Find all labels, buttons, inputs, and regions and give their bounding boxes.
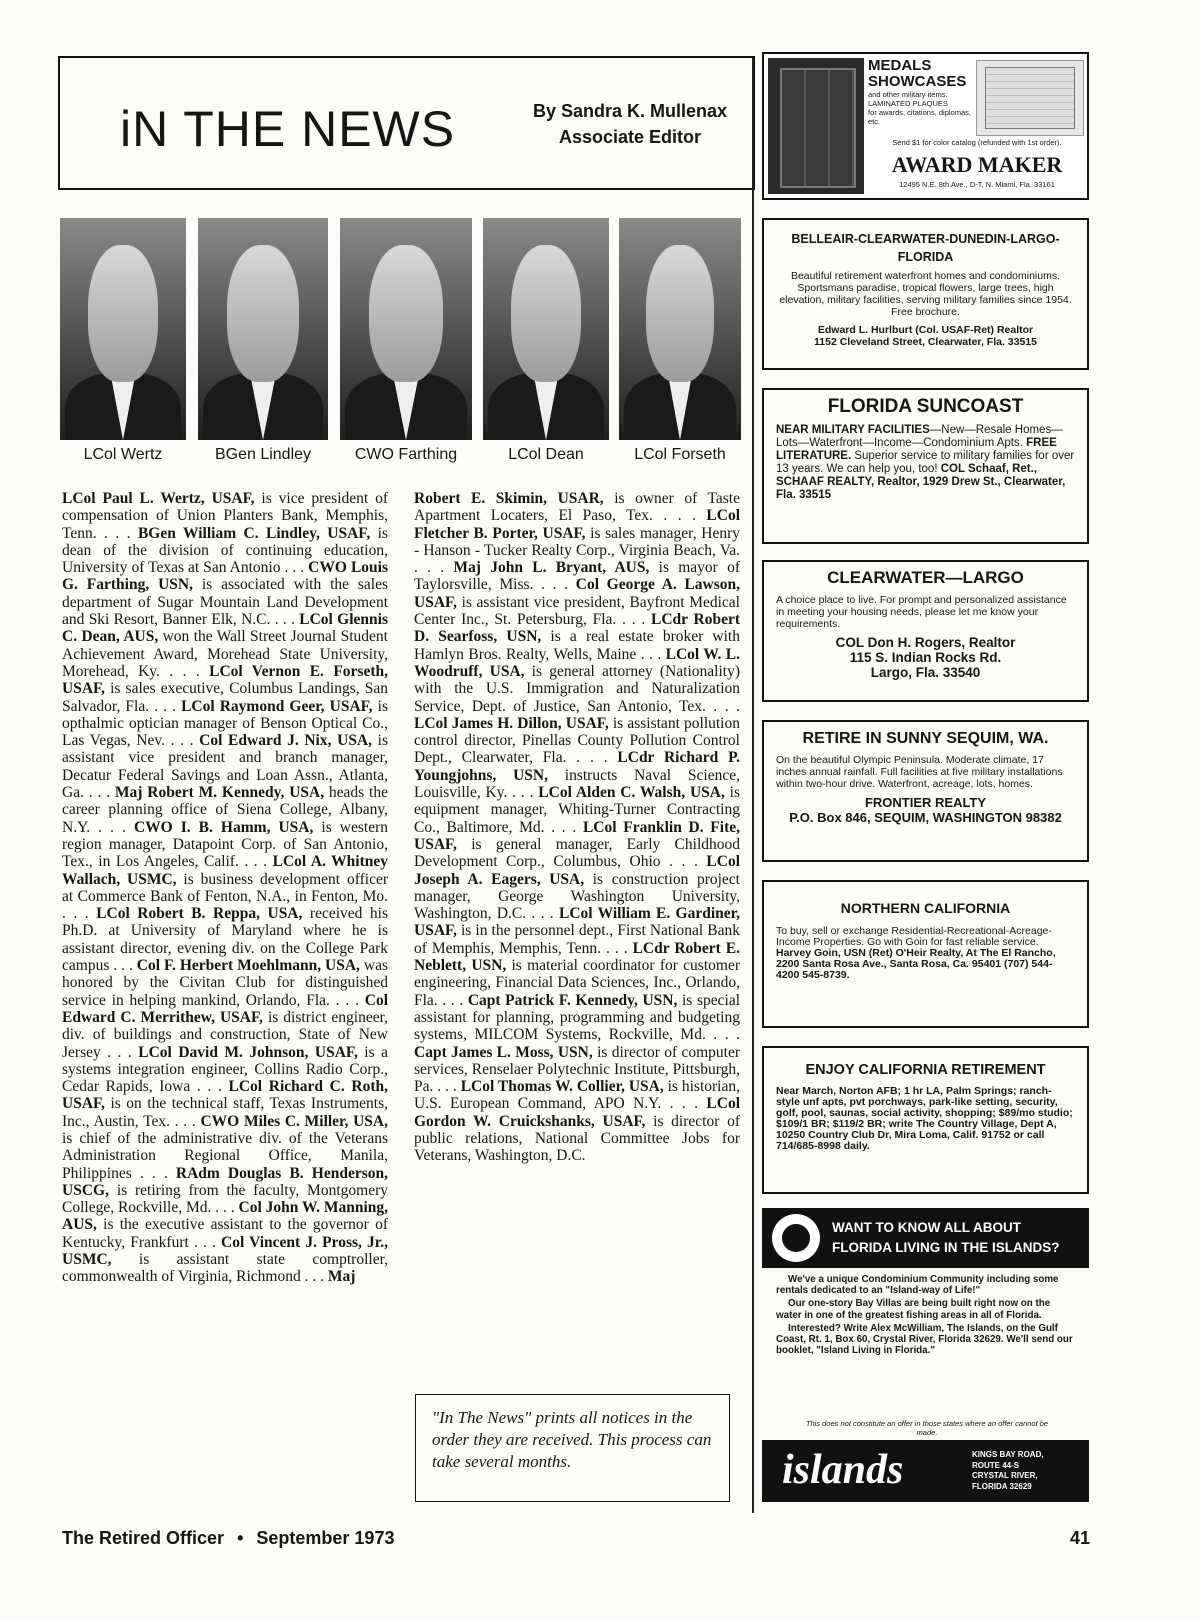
article-column-2	[414, 490, 740, 1165]
news-item-text: is business development officer at Commerce Bank of Fenton, N.A., in Fenton, Mo. . . .	[62, 870, 388, 923]
byline-title: Associate Editor	[558, 127, 702, 147]
news-item-name: Col F. Herbert Moehlmann, USA,	[136, 957, 360, 975]
photo-caption: LCol Wertz	[83, 446, 163, 463]
ad-sequim-body: On the beautiful Olympic Peninsula. Moderate climate, 17 inches annual rainfall. Full facilities at five military installations within two-hour drive. Waterfront, acreage, lots, homes.	[776, 754, 1063, 790]
news-item-name: LCdr Robert D. Searfoss, USN,	[414, 611, 740, 646]
ad-norcal-contact: Harvey Goin, USN (Ret) O'Heir Realty, At The El Rancho, 2200 Santa Rosa Ave., Santa Rosa, Ca. 95401 (707) 544-4200 545-8739.	[776, 947, 1056, 981]
article-column-1	[62, 490, 388, 1286]
portrait-photo	[60, 218, 186, 440]
portrait-photo	[198, 218, 328, 440]
news-item-name: LCol W. L. Woodruff, USA,	[414, 645, 740, 680]
ad-clearwater-largo	[762, 560, 1089, 702]
ad-calret-title: ENJOY CALIFORNIA RETIREMENT	[805, 1062, 1046, 1078]
news-item-text: is associated with the sales department of Sugar Mountain Land Development and Ski Resort, Banner Elk, N.C. . . .	[62, 576, 389, 629]
news-item-name: LCol Richard C. Roth, USAF,	[62, 1078, 388, 1113]
news-item-text: is the executive assistant to the governor of Kentucky, Frankfurt . . .	[62, 1216, 388, 1251]
news-item-name: CWO Louis G. Farthing, USN,	[62, 559, 388, 594]
news-item-name: LCol Gordon W. Cruickshanks, USAF,	[414, 1095, 740, 1130]
ad-belleair	[762, 218, 1089, 370]
news-item-text: is mayor of Taylorsville, Miss. . . .	[414, 559, 741, 594]
ad-sequim-realty: FRONTIER REALTY	[864, 795, 987, 810]
news-item-name: CWO I. B. Hamm, USA,	[133, 818, 314, 836]
news-item-name: LCol Robert B. Reppa, USA,	[96, 905, 303, 923]
news-item-text: is director of computer services, Renselaer Polytechnic Institute, Pittsburgh, Pa. . . .	[414, 1043, 741, 1096]
news-item-name: LCol Franklin D. Fite, USAF,	[414, 818, 741, 853]
ad-largo-body: A choice place to live. For prompt and personalized assistance in meeting your housing needs, please let me know your requirements.	[776, 594, 1067, 630]
news-item-name: Col John W. Manning, AUS,	[62, 1199, 388, 1234]
byline-name: By Sandra K. Mullenax	[532, 101, 728, 121]
islands-p1: We've a unique Condominium Community including some rentals dedicated to an "Island-way of Life!"	[776, 1274, 1059, 1297]
news-item-text: is sales manager, Henry - Hanson - Tucker Realty Corp., Virginia Beach, Va. . . .	[414, 524, 740, 577]
ad-suncoast-lead: NEAR MILITARY FACILITIES	[776, 424, 930, 436]
islands-banner	[762, 1208, 1089, 1268]
masthead-title: iN THE NEWS	[120, 101, 456, 157]
ad-norcal-body: To buy, sell or exchange Residential-Recreational-Acreage-Income Properties. Go with Goin for fast reliable service.	[776, 925, 1052, 948]
news-item-text: instructs Naval Science, Louisville, Ky. . . .	[414, 766, 740, 802]
news-item-text: is assistant vice president and branch manager, Decatur Federal Savings and Loan Assn., Atlanta, Ga. . . .	[62, 732, 388, 802]
news-item-name: Maj Robert M. Kennedy, USA,	[114, 784, 325, 802]
news-item-text: is general manager, Early Childhood Development Corp., Columbus, Ohio . . .	[414, 835, 740, 871]
ad-medals-title1: MEDALS	[868, 57, 932, 74]
news-item-text: is chief of the administrative div. of the Veterans Administration Regional Office, Manila, Philippines . . .	[62, 1129, 388, 1182]
news-item-name: LCol James H. Dillon, USAF,	[414, 714, 609, 732]
news-item-name: RAdm Douglas B. Henderson, USCG,	[62, 1164, 388, 1199]
ad-medals-address: 12495 N.E. 8th Ave., D-T, N. Miami, Fla. 33161	[899, 180, 1055, 189]
news-item-name: CWO Miles C. Miller, USA,	[200, 1112, 388, 1130]
ad-belleair-address: 1152 Cleveland Street, Clearwater, Fla. 33515	[814, 336, 1037, 348]
islands-banner-line1: WANT TO KNOW ALL ABOUT	[832, 1220, 1021, 1235]
ad-largo-street: 115 S. Indian Rocks Rd.	[849, 650, 1002, 665]
news-item-name: Col Edward J. Nix, USA,	[199, 732, 373, 750]
news-item-text: is on the technical staff, Texas Instruments, Inc., Austin, Tex. . . .	[62, 1095, 388, 1130]
ad-suncoast-body: —New—Resale Homes—Lots—Waterfront—Income—Condominium Apts.	[776, 424, 1063, 449]
news-item-name: LCol A. Whitney Wallach, USMC,	[62, 853, 388, 888]
issue-date: September 1973	[256, 1528, 395, 1548]
news-item-name: LCol Paul L. Wertz, USAF,	[62, 490, 255, 507]
photo-caption: LCol Dean	[508, 446, 584, 463]
ad-suncoast-body2: Superior service to military families for over 13 years. We can help you, too!	[776, 450, 1075, 475]
news-item-name: BGen William C. Lindley, USAF,	[137, 524, 371, 542]
portrait-photo	[483, 218, 609, 440]
ad-belleair-body: Beautiful retirement waterfront homes and condominiums. Sportsmans paradise, tropical flowers, large trees, high elevation, military facilities, serving military families since 1954. Free brochure.	[779, 270, 1072, 318]
news-item-name: Col Edward C. Merrithew, USAF,	[62, 991, 388, 1026]
islands-banner-line2: FLORIDA LIVING IN THE ISLANDS?	[832, 1240, 1060, 1255]
ad-largo-title: CLEARWATER—LARGO	[827, 568, 1024, 587]
ad-medals-line: LAMINATED PLAQUES	[868, 99, 948, 108]
photo-caption: BGen Lindley	[214, 446, 312, 463]
islands-address: FLORIDA 32629	[972, 1481, 1032, 1491]
news-item-text: is in the personnel dept., First National Bank of Memphis, Memphis, Tenn. . . .	[414, 922, 740, 957]
islands-address: ROUTE 44-S	[972, 1460, 1020, 1470]
ad-california-retirement	[762, 1046, 1089, 1194]
ad-the-islands	[762, 1208, 1089, 1506]
news-item-text: is a systems integration engineer, Collins Radio Corp., Cedar Rapids, Iowa . . .	[62, 1043, 388, 1096]
news-item-name: LCol Alden C. Walsh, USA,	[538, 784, 725, 802]
ad-belleair-title: BELLEAIR-CLEARWATER-DUNEDIN-LARGO-FLORIDA	[791, 232, 1060, 264]
ad-medals-title2: SHOWCASES	[868, 73, 967, 90]
footer-bullet: •	[237, 1528, 244, 1548]
plaque-image	[976, 60, 1084, 136]
ad-northern-california	[762, 880, 1089, 1028]
news-item-text: is owner of Taste Apartment Locaters, El Paso, Tex. . . .	[414, 490, 740, 525]
news-item-text: is dean of the division of continuing education, University of Texas at San Antonio . . .	[62, 524, 388, 577]
ad-calret-body: Near March, Norton AFB; 1 hr LA, Palm Springs; ranch-style unf apts, pvt porchways, park-like setting, security, golf, pool, saunas, social activity, shopping; $89/mo studio; $109/1 BR; $119/2 BR; write	[776, 1085, 1073, 1130]
portrait-photo	[340, 218, 472, 440]
ad-norcal-title: NORTHERN CALIFORNIA	[840, 900, 1011, 916]
news-item-text: is assistant state comptroller, commonwealth of Virginia, Richmond . . .	[62, 1251, 388, 1286]
news-item-name: Capt Patrick F. Kennedy, USN,	[467, 991, 678, 1009]
ad-suncoast-free: FREE LITERATURE.	[776, 437, 1057, 462]
islands-p2: Our one-story Bay Villas are being built right now on the water in one of the greatest fishing areas in all of Florida.	[776, 1298, 1051, 1321]
islands-logo-bar	[762, 1440, 1089, 1502]
ad-medals-line: for awards, citations, diplomas, etc.	[868, 108, 971, 126]
ad-belleair-contact: Edward L. Hurlburt (Col. USAF-Ret) Realtor	[817, 324, 1034, 336]
news-item-text: is sales executive, Columbus Landings, San Salvador, Fla. . . .	[62, 680, 388, 715]
islands-address: CRYSTAL RIVER,	[972, 1471, 1038, 1480]
news-item-name: LCol David M. Johnson, USAF,	[138, 1043, 358, 1061]
news-item-text: is equipment manager, Whiting-Turner Contracting Co., Baltimore, Md. . . .	[414, 784, 740, 836]
news-item-name: Col George A. Lawson, USAF,	[414, 576, 741, 611]
news-item-text: is special assistant for planning, programming and budgeting systems, MILCOM Systems, Rockville, Md. . . .	[414, 991, 741, 1044]
news-item-text: is district engineer, div. of buildings and construction, State of New Jersey . . .	[62, 1008, 388, 1061]
ad-medals	[762, 52, 1089, 200]
news-item-text: is director of public relations, National Committee Jobs for Veterans, Washington, D.C.	[414, 1112, 740, 1165]
ad-medals-line: and other military items.	[868, 90, 948, 99]
showcase-photo	[768, 58, 864, 194]
news-item-text: received his Ph.D. at University of Maryland where he is assistant director, evening div. on the College Park campus . . .	[62, 905, 389, 975]
ad-sequim	[762, 720, 1089, 862]
news-item-name: LCol Glennis C. Dean, AUS,	[62, 611, 388, 646]
news-item-text: is retiring from the faculty, Montgomery College, Rockville, Md. . . .	[62, 1181, 388, 1217]
news-item-text: is historian, U.S. European Command, APO N.Y. . . .	[414, 1078, 740, 1113]
news-item-name: LCol Raymond Geer, USAF,	[181, 697, 373, 715]
news-item-text: is assistant pollution control director, Pinellas County Pollution Control Dept., Clearwater, Fla. . . .	[414, 714, 740, 767]
islands-p3a: Interested? Write	[788, 1322, 871, 1334]
news-item-text: is a real estate broker with Hamlyn Bros. Realty, Wells, Maine . . .	[414, 628, 740, 663]
islands-address: KINGS BAY ROAD,	[972, 1450, 1044, 1459]
ad-suncoast-title: FLORIDA SUNCOAST	[827, 396, 1024, 417]
photo-caption: CWO Farthing	[354, 446, 458, 463]
news-item-name: Robert E. Skimin, USAR,	[414, 490, 604, 507]
ad-sequim-title: RETIRE IN SUNNY SEQUIM, WA.	[802, 730, 1049, 747]
ad-florida-suncoast	[762, 388, 1089, 544]
publication-name: The Retired Officer	[62, 1528, 225, 1548]
sun-icon	[772, 1214, 820, 1262]
ad-suncoast-contact: COL Schaaf, Ret., SCHAAF REALTY, Realtor, 1929 Drew St., Clearwater, Fla. 33515	[776, 463, 1066, 501]
ad-largo-contact: COL Don H. Rogers, Realtor	[835, 635, 1016, 650]
news-item-name: LCdr Richard P. Youngjohns, USN,	[414, 749, 740, 784]
news-item-text: is vice president of compensation of Union Planters Bank, Memphis, Tenn. . . .	[62, 490, 388, 542]
photo-caption: LCol Forseth	[634, 446, 726, 463]
editor-note: "In The News" prints all notices in the order they are received. This process can take several months.	[415, 1394, 730, 1502]
news-item-name: Capt James L. Moss, USN,	[414, 1043, 593, 1061]
news-item-name: LCol Thomas W. Collier, USA,	[460, 1078, 664, 1096]
news-item-text: was honored by the Civitan Club for distinguished service in helping mankind, Orlando, Fla. . . .	[62, 957, 388, 1009]
news-item-text: is material coordinator for customer engineering, Financial Data Sciences, Inc., Orlando, Fla. . . .	[414, 957, 740, 1009]
portrait-photo	[619, 218, 741, 440]
news-item-name: LCol Joseph A. Eagers, USA,	[414, 853, 740, 888]
islands-logo: islands	[782, 1447, 904, 1493]
islands-p3c: We'll send our booklet, "Island Living in Florida."	[776, 1334, 1073, 1357]
news-item-name: LCol William E. Gardiner, USAF,	[414, 905, 740, 940]
ad-calret-contact: The Country Village, Dept A, 10250 Country Club Dr, Mira Loma, Calif. 91752 or call 714/685-8998 daily.	[776, 1118, 1057, 1152]
news-item-name: Col Vincent J. Pross, Jr., USMC,	[62, 1233, 388, 1269]
news-item-text: won the Wall Street Journal Student Achievement Award, Morehead State University, Morehead, Ky. . . .	[62, 628, 388, 680]
news-item-text: is opthalmic optician manager of Benson Optical Co., Las Vegas, Nev. . . .	[62, 697, 388, 750]
news-item-text: is assistant vice president, Bayfront Medical Center Inc., St. Petersburg, Fla. . . .	[414, 593, 740, 629]
ad-medals-catalog: Send $1 for color catalog (refunded with 1st order).	[892, 138, 1062, 147]
award-maker-brand: AWARD MAKER	[891, 152, 1063, 177]
news-item-name: LCol Fletcher B. Porter, USAF,	[414, 507, 740, 542]
footer-publication-line	[62, 1528, 394, 1549]
news-item-text: heads the career planning office of Siena College, Albany, N.Y. . . .	[62, 784, 388, 836]
news-item-text: is western region manager, Datapoint Corp. of San Antonio, Tex., in Los Angeles, Calif. . . .	[62, 818, 389, 871]
news-item-name: Maj	[327, 1268, 356, 1286]
page-number: 41	[1070, 1528, 1091, 1548]
islands-disclaimer: This does not constitute an offer in those states where an offer cannot be made.	[805, 1419, 1049, 1437]
news-item-text: is general attorney (Nationality) with the U.S. Immigration and Naturalization Service, Dept. of Justice, San Antonio, Tex. . . .	[414, 662, 740, 715]
islands-p3b: Alex McWilliam, The Islands, on the Gulf Coast, Rt. 1, Box 60, Crystal River, Florida 32629.	[776, 1322, 1058, 1346]
header-box	[58, 56, 755, 190]
ad-largo-city: Largo, Fla. 33540	[870, 665, 981, 680]
column-divider	[752, 58, 754, 1513]
news-item-name: Maj John L. Bryant, AUS,	[453, 559, 650, 577]
ad-sequim-address: P.O. Box 846, SEQUIM, WASHINGTON 98382	[789, 810, 1062, 825]
byline	[490, 98, 770, 150]
news-item-name: LCol Vernon E. Forseth, USAF,	[62, 662, 388, 698]
news-item-name: LCdr Robert E. Neblett, USN,	[414, 939, 740, 975]
news-item-text: is construction project manager, George Washington University, Washington, D.C. . . .	[414, 870, 740, 923]
